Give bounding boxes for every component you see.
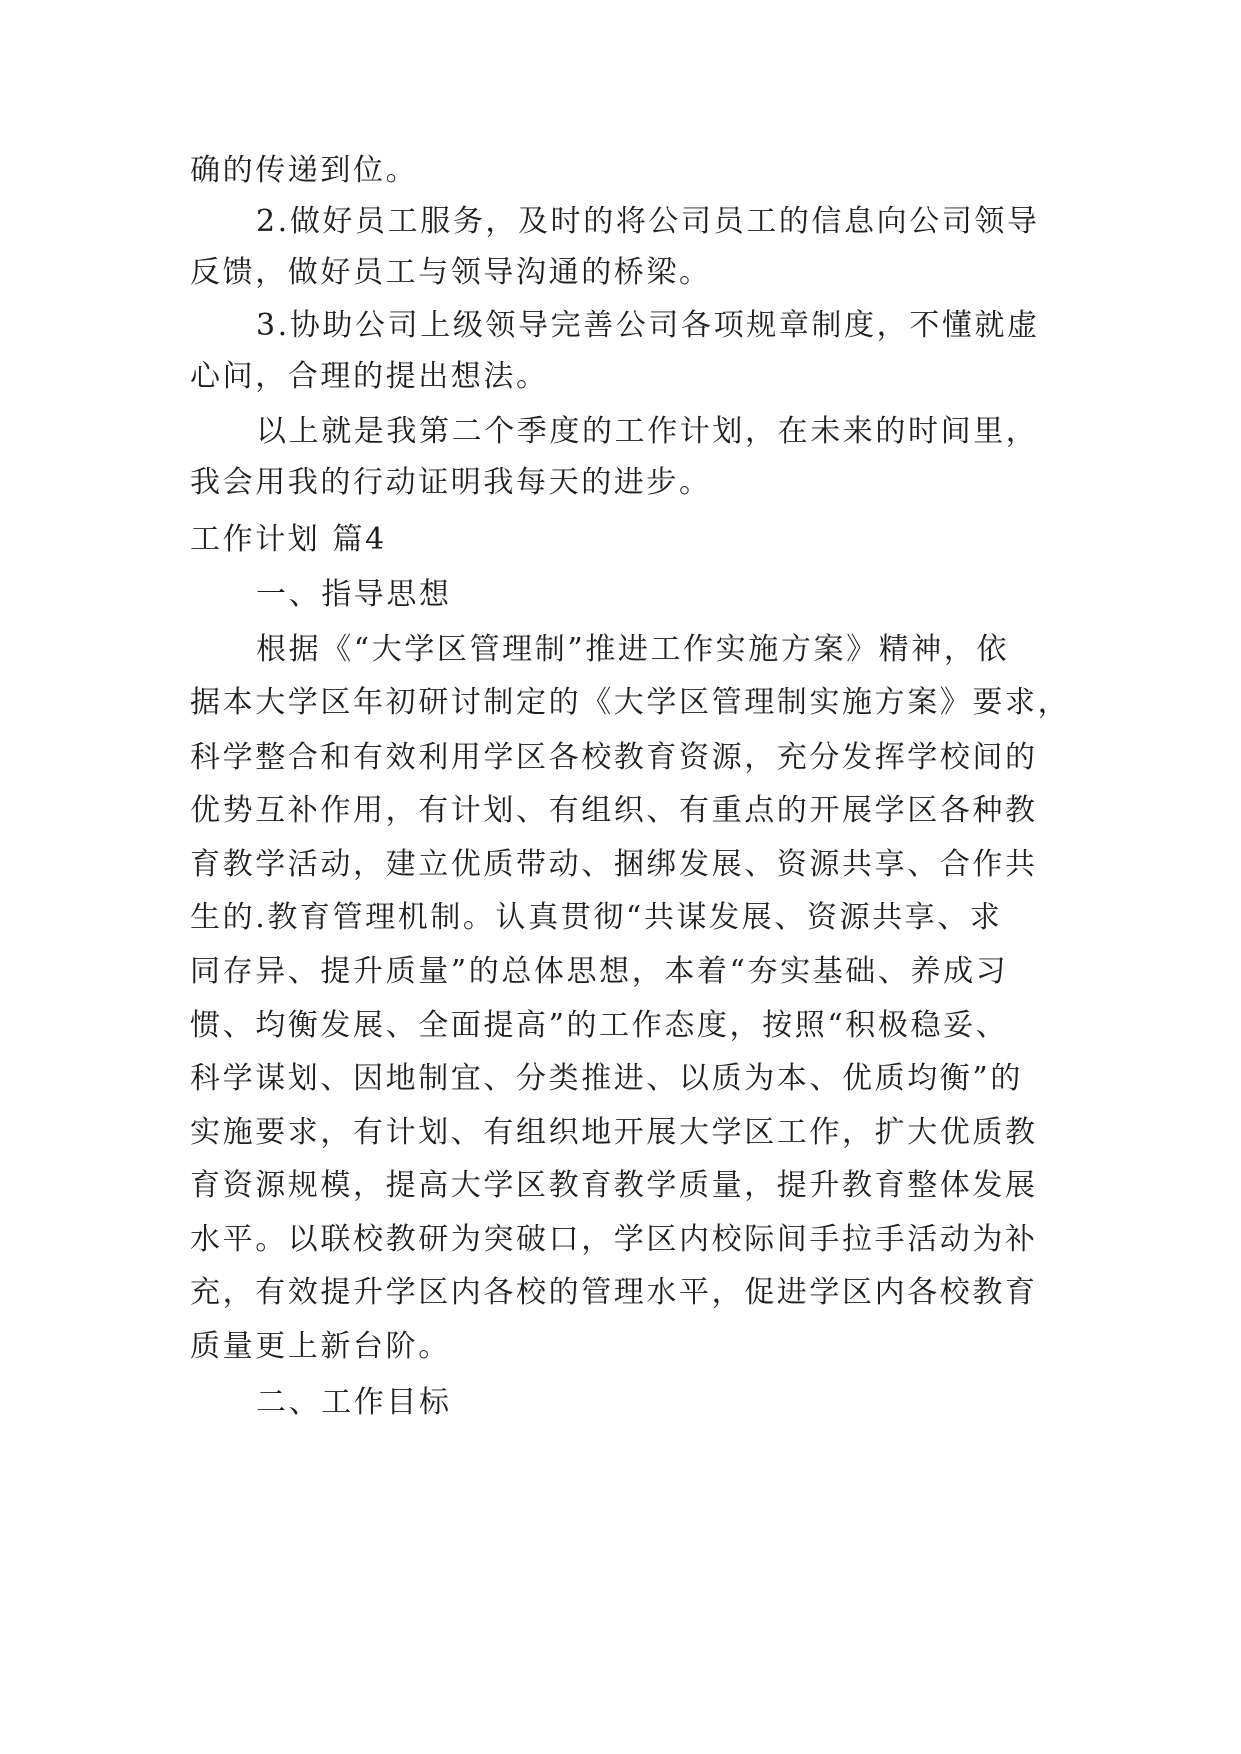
text-line: 质量更上新台阶。 (190, 1329, 451, 1364)
text-line: 以上就是我第二个季度的工作计划，在未来的时间里， (256, 414, 1039, 449)
subsection-heading: 一、指导思想 (256, 577, 452, 612)
text-line: 据本大学区年初研讨制定的《大学区管理制实施方案》要求， (190, 685, 1071, 720)
text-line: 实施要求，有计划、有组织地开展大学区工作，扩大优质教 (190, 1115, 1038, 1150)
text-line: 心问，合理的提出想法。 (190, 359, 549, 394)
text-line: 确的传递到位。 (190, 153, 419, 188)
text-line: 同存异、提升质量”的总体思想，本着“夯实基础、养成习 (190, 954, 1009, 989)
text-line: 反馈，做好员工与领导沟通的桥梁。 (190, 255, 712, 290)
text-line: 优势互补作用，有计划、有组织、有重点的开展学区各种教 (190, 793, 1038, 828)
text-line: 育资源规模，提高大学区教育教学质量，提升教育整体发展 (190, 1168, 1038, 1203)
text-line: 生的.教育管理机制。认真贯彻“共谋发展、资源共享、求 (190, 900, 1003, 935)
text-line: 科学谋划、因地制宜、分类推进、以质为本、优质均衡”的 (190, 1061, 1023, 1096)
subsection-heading: 二、工作目标 (256, 1385, 452, 1420)
text-line: 充，有效提升学区内各校的管理水平，促进学区内各校教育 (190, 1275, 1038, 1310)
text-line: 育教学活动，建立优质带动、捆绑发展、资源共享、合作共 (190, 847, 1038, 882)
section-heading: 工作计划 篇4 (190, 522, 387, 557)
text-line: 惯、均衡发展、全面提高”的工作态度，按照“积极稳妥、 (190, 1008, 1009, 1043)
text-line: 根据《“大学区管理制”推进工作实施方案》精神，依 (256, 632, 1010, 667)
text-line: 水平。以联校教研为突破口，学区内校际间手拉手活动为补 (190, 1222, 1038, 1257)
text-line: 我会用我的行动证明我每天的进步。 (190, 465, 712, 500)
text-line: 3.协助公司上级领导完善公司各项规章制度，不懂就虚 (256, 308, 1040, 343)
text-line: 2.做好员工服务，及时的将公司员工的信息向公司领导 (256, 204, 1040, 239)
text-line: 科学整合和有效利用学区各校教育资源，充分发挥学校间的 (190, 740, 1038, 775)
